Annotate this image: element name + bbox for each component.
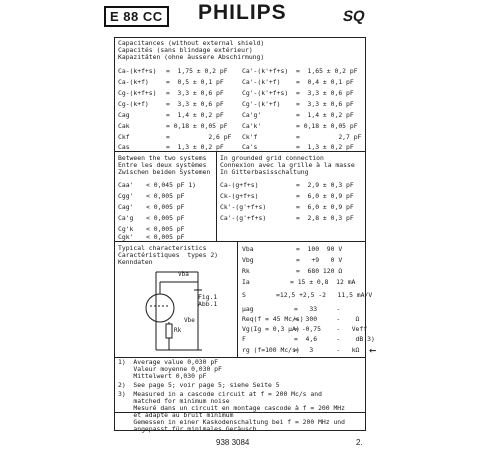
column-divider (237, 242, 238, 357)
param-label: S (242, 291, 246, 299)
param-label: Vg(Ig = 0,3 μA) (242, 325, 300, 333)
cap-value: = 3,3 ± 0,6 pF (296, 100, 354, 108)
cap-value: = 2,6 pF (166, 133, 232, 141)
cap-label: Cg-(k+f+s) (118, 89, 157, 97)
rk-label: Rk (174, 327, 182, 334)
param-label: Rk (242, 267, 250, 275)
param-value: = 100 90 V (296, 245, 343, 253)
cap-value: = 6,0 ± 0,9 pF (296, 203, 354, 211)
param-value: = 300 - Ω (294, 315, 360, 323)
margin-arrow-icon: ← (369, 343, 377, 357)
cap-label: Ca'-(k'+f+s) (242, 67, 289, 75)
grounded-heading-en: In grounded grid connection (220, 154, 324, 162)
page-number: 2. (356, 438, 363, 447)
cap-label: Ca'-(g'+f+s) (220, 214, 267, 222)
param-label: F (242, 335, 246, 343)
param-value: =12,5 +2,5 -2 11,5 mA/V (276, 291, 373, 299)
cathode-resistor (166, 324, 172, 338)
figure-label: Fig.1 (198, 293, 218, 301)
vba-label: Vba (178, 271, 189, 278)
cap-label: Cas (118, 143, 130, 151)
cap-value: = 1,3 ± 0,2 pF (296, 143, 354, 151)
footnote-line: 2) See page 5; voir page 5; siehe Seite 5 (118, 381, 280, 389)
param-value: = -0,75 - Veff (294, 325, 368, 333)
cap-label: Ck'f (242, 133, 258, 141)
footnote-line: et adapté au bruit minimum (118, 411, 234, 419)
cap-value: < 0,005 pF (146, 214, 185, 222)
cap-value: = 3,3 ± 0,6 pF (166, 100, 224, 108)
cap-value: = 0,5 ± 0,1 pF (166, 78, 224, 86)
cap-value: = 1,4 ± 0,2 pF (296, 111, 354, 119)
cap-label: Cg-(k+f) (118, 100, 149, 108)
cap-value: < 0,045 pF 1) (146, 181, 197, 189)
cap-label: Cag (118, 111, 130, 119)
cap-heading-fr: Capacités (sans blindage extérieur) (118, 46, 253, 54)
cap-label: Caa' (118, 181, 134, 189)
param-value: = 33 - (294, 305, 341, 313)
cap-label: Ca'g' (242, 111, 262, 119)
column-divider (216, 152, 217, 241)
typical-heading-fr: Caractéristiques types 2) (118, 251, 219, 259)
cap-label: Cg'-(k'+f+s) (242, 89, 289, 97)
cap-value: < 0,005 pF (146, 225, 185, 233)
document-code: SQ (341, 8, 367, 25)
cap-label: Ck-(g+f+s) (220, 192, 259, 200)
catalog-number: 938 3084 (216, 438, 250, 447)
footnote-line: matched for minimum noise (118, 397, 230, 405)
between-heading-de: Zwischen beiden Systemen (118, 168, 211, 176)
vbe-label: Vbe (184, 317, 195, 324)
cap-value: = 1,65 ± 0,2 pF (296, 67, 358, 75)
typical-heading-de: Kenndaten (118, 258, 153, 266)
cap-value: = 1,75 ± 0,2 pF (166, 67, 228, 75)
cap-label: Cg'k (118, 225, 134, 233)
section-divider (114, 151, 365, 152)
param-label: rg (f=100 Mc/s) (242, 346, 300, 354)
param-label: Vba (242, 245, 254, 253)
cap-value: < 0,005 pF (146, 233, 185, 241)
param-value: = +9 0 V (296, 256, 343, 264)
tube-envelope (146, 294, 174, 322)
cap-value: = 1,3 ± 0,2 pF (166, 143, 224, 151)
footnote-line: angepasst für minimales Geräusch (118, 425, 257, 433)
param-value: = 15 ± 0,8 12 mA (290, 278, 356, 286)
brand-logo: PHILIPS (198, 1, 287, 24)
typical-heading-en: Typical characteristics (118, 244, 207, 252)
cap-label: Cgk' (118, 233, 134, 241)
footnote-line: Mesuré dans un circuit en montage cascode à f = 200 MHz (118, 404, 346, 412)
figure-label-de: Abb.1 (198, 300, 218, 308)
grounded-heading-fr: Connexion avec la grille à la masse (220, 161, 355, 169)
cap-label: Ckf (118, 133, 130, 141)
cap-value: = 0,18 ± 0,05 pF (166, 122, 228, 130)
cap-value: = 0,18 ± 0,05 pF (296, 122, 358, 130)
footnote-line: 1) Average value 0,030 pF (118, 358, 219, 366)
grounded-heading-de: In Gitterbasisschaltung (220, 168, 309, 176)
footnote-line: Valeur moyenne 0,030 pF (118, 365, 222, 373)
footnote-line: Gemessen in einer Kaskodenschaltung bei f = 200 MHz und (118, 418, 346, 426)
cap-label: Ca'g (118, 214, 134, 222)
cap-value: < 0,005 pF (146, 203, 185, 211)
param-value: = 680 120 Ω (296, 267, 343, 275)
cap-label: Cak (118, 122, 130, 130)
cap-label: Ca-(k+f) (118, 78, 149, 86)
cap-value: = 3,3 ± 0,6 pF (296, 89, 354, 97)
between-heading-en: Between the two systems (118, 154, 207, 162)
tube-type-label: E 88 CC (104, 6, 169, 27)
circuit-diagram (118, 266, 236, 356)
cap-label: Ca-(k+f+s) (118, 67, 157, 75)
cap-heading-en: Capacitances (without external shield) (118, 39, 265, 47)
footnote-line: 3) Measured in a cascode circuit at f = 200 Mc/s and (118, 390, 322, 398)
cap-value: = 2,8 ± 0,3 pF (296, 214, 354, 222)
param-label: Req(f = 45 Mc/s) (242, 315, 304, 323)
cap-label: Ca's (242, 143, 258, 151)
cap-value: = 1,4 ± 0,2 pF (166, 111, 224, 119)
cap-label: Ca'-(k'+f) (242, 78, 281, 86)
cap-label: Cgg' (118, 192, 134, 200)
cap-value: = 2,9 ± 0,3 pF (296, 181, 354, 189)
cap-value: < 0,005 pF (146, 192, 185, 200)
cap-label: Ca-(g+f+s) (220, 181, 259, 189)
param-value: = 4,6 - dB 3) (294, 335, 375, 343)
param-label: μag (242, 305, 254, 313)
cap-value: = 6,0 ± 0,9 pF (296, 192, 354, 200)
section-divider (114, 241, 365, 242)
cap-label: Ck'-(g'+f+s) (220, 203, 267, 211)
cap-value: = 2,7 pF (296, 133, 362, 141)
cap-label: Cg'-(k'+f) (242, 100, 281, 108)
param-label: Vbg (242, 256, 254, 264)
between-heading-fr: Entre les deux systèmes (118, 161, 207, 169)
cap-heading-de: Kapazitäten (ohne äussere Abschirmung) (118, 53, 265, 61)
param-label: Ia (242, 278, 250, 286)
cap-value: = 3,3 ± 0,6 pF (166, 89, 224, 97)
cap-label: Ca'k' (242, 122, 262, 130)
param-value: = 3 - kΩ (294, 346, 360, 354)
footnote-line: Mittelwert 0,030 pF (118, 372, 207, 380)
cap-label: Cag' (118, 203, 134, 211)
cap-value: = 0,4 ± 0,1 pF (296, 78, 354, 86)
